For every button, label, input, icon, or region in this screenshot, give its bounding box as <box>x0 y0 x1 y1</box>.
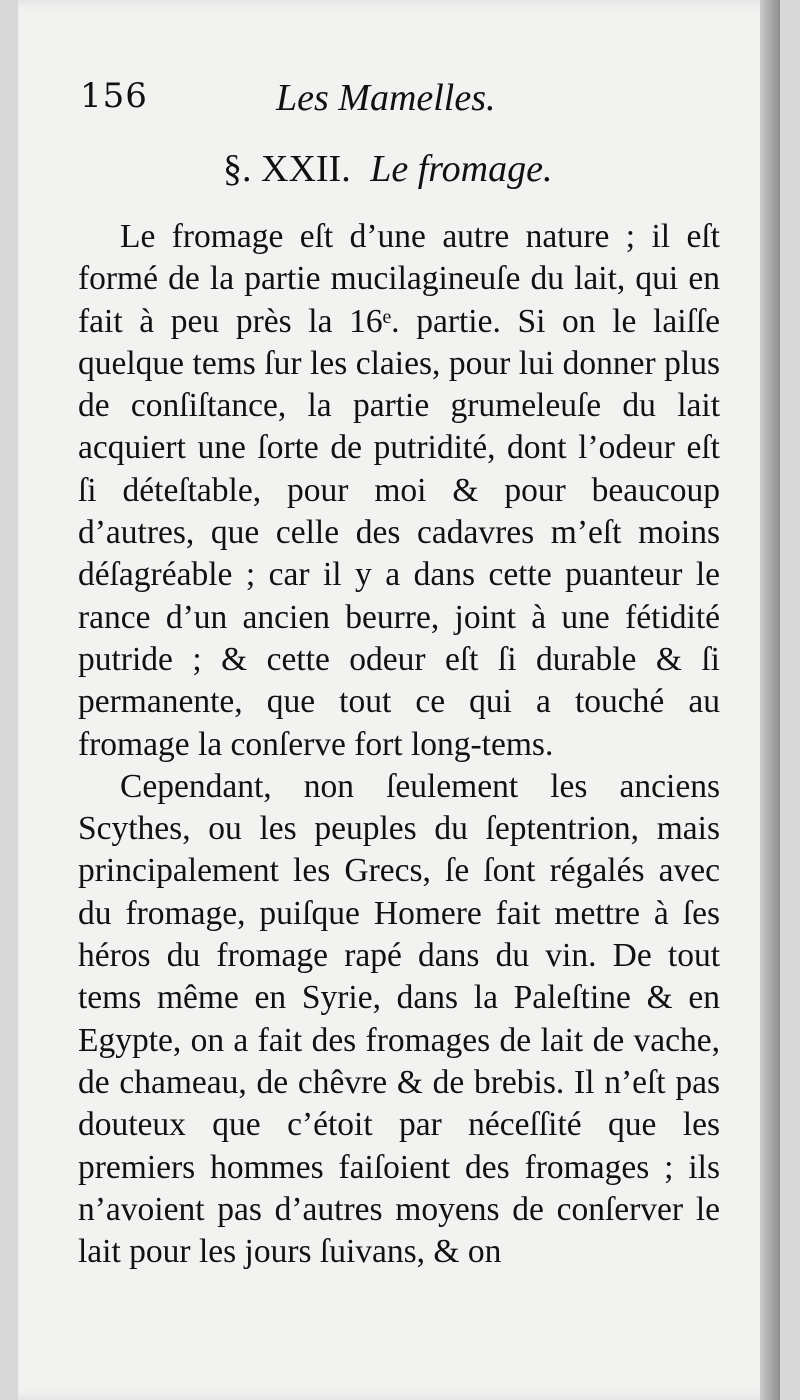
paragraph-2: Cependant, non ſeulement les anciens Scythes, ou les peuples du ſeptentrion, mais principalement les Grecs, ſe ſont régalés avec du fromage, puiſque Homere fait mettre à ſes héros du fromage rapé dans du vin. De tout tems même en Syrie, dans la Paleſtine & en Egypte, on a fait des fromages de lait de vache, de chameau, de chêvre & de brebis. Il n’eſt pas douteux que c’étoit par néceſſité que les premiers hommes faiſoient des fromages ; ils n’avoient pas d’autres moyens de conſerver le lait pour les jours ſuivans, & on <box>78 767 720 1271</box>
section-title: Le fromage. <box>370 148 553 190</box>
page-gutter-shadow <box>760 0 780 1400</box>
running-head: Les Mamelles. <box>276 77 496 119</box>
paragraph-1: Le fromage eſt d’une autre nature ; il eſt formé de la partie mucilagineuſe du lait, qui en fait à peu près la 16ᵉ. partie. Si on le laiſſe quelque tems ſur les claies, pour lui donner plus de conſiſtance, la partie grumeleuſe du lait acquiert une ſorte de putridité, dont l’odeur eſt ſi déteſtable, pour moi & pour beaucoup d’autres, que celle des cadavres m’eſt moins déſagréable ; car il y a dans cette puanteur le rance d’un ancien beurre, joint à une fétidité putride ; & cette odeur eſt ſi durable & ſi permanente, que tout ce qui a touché au fromage la conſerve fort long-tems. <box>78 218 720 763</box>
section-heading <box>223 147 552 191</box>
book-page <box>18 0 780 1400</box>
body-text <box>78 216 720 1273</box>
page-number: 156 <box>80 76 148 116</box>
section-number: §. XXII. <box>223 148 351 190</box>
